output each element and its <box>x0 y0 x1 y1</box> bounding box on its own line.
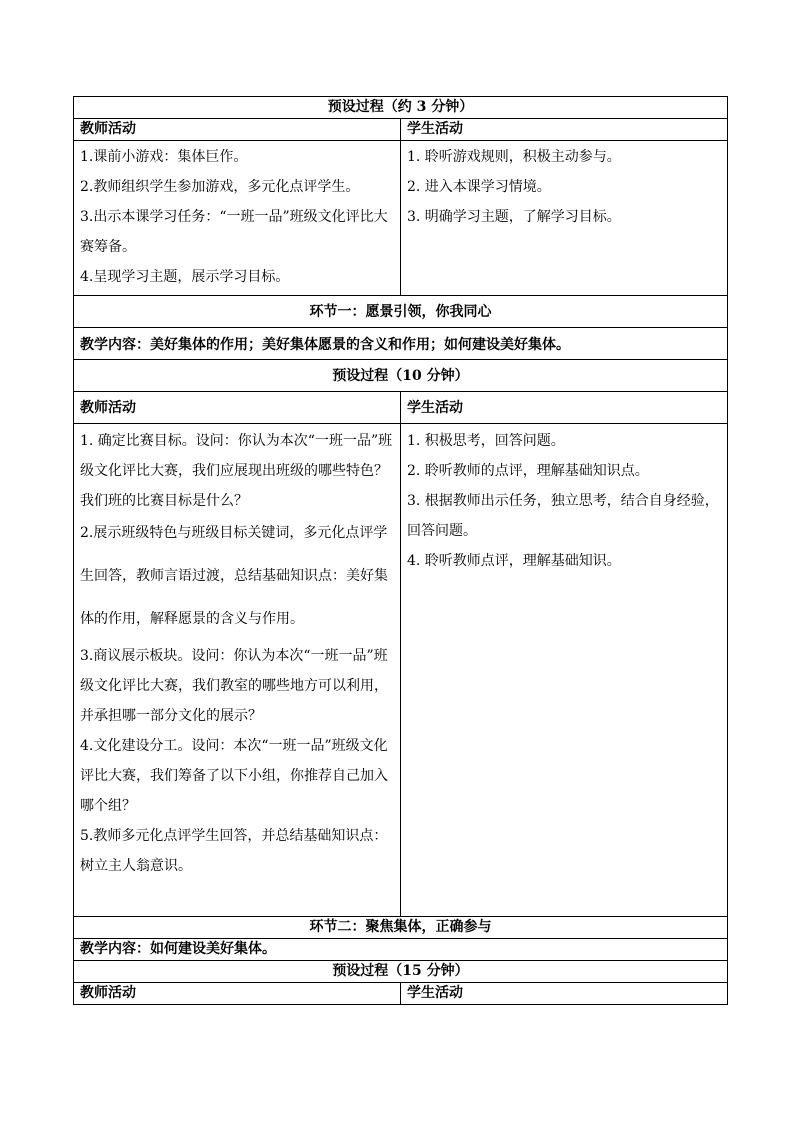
teacher-item: 2.展示班级特色与班级目标关键词，多元化点评学生回答，教师言语过渡，总结基础知识点：美好集体的作用，解释愿景的含义与作用。 <box>80 525 388 627</box>
student-item: 1. 聆听游戏规则，积极主动参与。 <box>407 149 621 165</box>
student-activity-cell <box>401 424 728 917</box>
teacher-item: 3.商议展示板块。设问：你认为本次“一班一品”班级文化评比大赛，我们教室的哪些地方可以利用，并承担哪一部分文化的展示？ <box>80 648 388 724</box>
student-item: 2. 进入本课学习情境。 <box>407 179 551 195</box>
student-activity-cell <box>401 141 728 296</box>
teacher-item: 3.出示本课学习任务：“一班一品”班级文化评比大赛筹备。 <box>80 209 388 255</box>
teacher-item: 1.课前小游戏：集体巨作。 <box>80 149 248 165</box>
teacher-item: 4.呈现学习主题，展示学习目标。 <box>80 269 290 285</box>
student-activity-label: 学生活动 <box>401 983 728 1005</box>
lesson-plan-table <box>73 96 728 1005</box>
teaching-content-2: 教学内容：如何建设美好集体。 <box>74 939 728 961</box>
teaching-content-1: 教学内容：美好集体的作用；美好集体愿景的含义和作用；如何建设美好集体。 <box>74 328 728 360</box>
teacher-activity-label: 教师活动 <box>74 119 401 141</box>
teacher-item: 1. 确定比赛目标。设问：你认为本次“一班一品”班级文化评比大赛，我们应展现出班级的哪些特色？我们班的比赛目标是什么？ <box>80 433 393 509</box>
student-activity-label: 学生活动 <box>401 119 728 141</box>
teacher-item: 5.教师多元化点评学生回答，并总结基础知识点：树立主人翁意识。 <box>80 828 388 874</box>
teacher-activity-label: 教师活动 <box>74 983 401 1005</box>
stage-title-1: 环节一：愿景引领，你我同心 <box>74 296 728 328</box>
teacher-item: 2.教师组织学生参加游戏，多元化点评学生。 <box>80 179 360 195</box>
teacher-activity-label: 教师活动 <box>74 392 401 424</box>
teacher-activity-cell <box>74 424 401 917</box>
stage-title-2: 环节二：聚焦集体，正确参与 <box>74 917 728 939</box>
section-header-warmup: 预设过程（约 3 分钟） <box>74 97 728 119</box>
teacher-item: 4.文化建设分工。设问：本次“一班一品”班级文化评比大赛，我们筹备了以下小组，你推荐自己加入哪个组？ <box>80 738 388 814</box>
student-item: 1. 积极思考，回答问题。 <box>407 433 565 449</box>
student-item: 2. 聆听教师的点评，理解基础知识点。 <box>407 463 649 479</box>
teacher-activity-cell <box>74 141 401 296</box>
student-item: 3. 根据教师出示任务，独立思考，结合自身经验，回答问题。 <box>407 493 719 539</box>
student-item: 4. 聆听教师点评，理解基础知识。 <box>407 553 621 569</box>
student-activity-label: 学生活动 <box>401 392 728 424</box>
student-item: 3. 明确学习主题，了解学习目标。 <box>407 209 621 225</box>
section-header-stage2: 预设过程（15 分钟） <box>74 961 728 983</box>
section-header-stage1: 预设过程（10 分钟） <box>74 360 728 392</box>
